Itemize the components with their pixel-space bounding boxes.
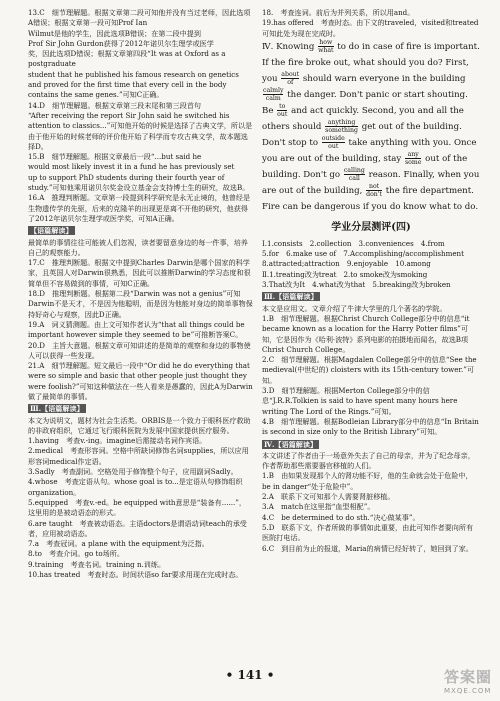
answer-line: 15.B 细节理解题。根据文章最后一段“...but said he [28, 152, 202, 162]
cloze-text: out of the building. Don't go [262, 153, 468, 180]
cloze-choice: $\frac{\text{about}}{of}$ [281, 70, 300, 86]
cloze-choice: $\frac{\text{anything}}{\text{something}}$ [325, 118, 358, 134]
answer-line: Ⅰ.1.consists 2.collection 3.conveniences 4.from [262, 238, 445, 248]
answer-line: 6.C 到目前为止的报道，Maria的病情已经好转了，她回到了家。 [262, 543, 473, 553]
cloze-choice: $\frac{\text{not}}{\text{don't}}$ [366, 182, 382, 198]
answer-line: 1.having 考查v.-ing。imagine后需接动名词作宾语。 [28, 436, 207, 446]
answer-line: 3.D 细节理解题。根据Merton College部分中的信息“J.R.R.Tolkien is said to have spent many hours here writing The Lord of the Rings.”可知。 [262, 386, 458, 416]
answer-line: 20.D 主旨大意题。根据文章可知讲述的是简单的观察和身边的事物使人可以获得一些发现。 [28, 340, 251, 360]
answer-line: 1.B 由如果发现那个人的肾功能不好，他的生命就会处于危险中，be in danger“处于危险中”。 [262, 471, 473, 491]
answer-line: study.”可知他乘用诺贝尔奖金设立基金会支持博士生的研究，故选B。 [28, 183, 250, 193]
answer-line: 4.B 细节理解题。根据Bodleian Library部分中的信息“In Britain is second in size only to the British Library”可知。 [262, 416, 479, 437]
answer-line: 18.D 推理判断题。根据第二段“Darwin was not a genius”可知Darwin不是天才，不是因为他聪明，而是因为他能对身边的简单事物保持好奇心与观察，因此D正确。 [28, 289, 253, 319]
passage-analysis-text-2: 本文为说明文，题材为社会生活类。ORBIS是一个致力于眼科医疗救助的非政府组织，它通过飞行眼科医院为发展中国家提供医疗服务。 [28, 415, 251, 435]
answer-line: attention to classics...”可知他开始的时候是选择了古典文学，所以是由于他开始的时候老师的评价他开始了科学而专攻古典文学，故本题选择D。 [28, 121, 253, 151]
cloze-choice: $\frac{to}{\text{out}}$ [277, 102, 288, 118]
answer-explanations-part2 [28, 258, 253, 402]
answer-line: 17.C 推理判断题。根据文中提到Charles Darwin是哪个国家的科学家，且英国人对Darwin很熟悉，因此可以推断Darwin的学习态度和很简单但不容易做到的事情，可知C正确。 [28, 258, 251, 288]
answer-line: 9.training 考查名词。training n.训练。 [28, 559, 166, 569]
answer-line: 6.are taught 考查被动语态。主语doctors是谓语动词teach的承受者，应用被动语态。 [28, 518, 247, 538]
answer-line: and proved for the first time that every cell in the body [28, 80, 227, 90]
choice-how-what: $\frac{\text{how}}{\text{what}}$ [318, 38, 334, 54]
passage-analysis-heading: 【语篇解读】 [30, 226, 73, 236]
answer-line: 5.D 联系下文，作者所做的事情如此重要，由此可知作者要向所有医院打电话。 [262, 522, 474, 543]
cloze-choice: $\frac{\text{outside}}{\text{out}}$ [321, 134, 345, 150]
answer-line: 16.A 推理判断题。文章第一段提到科学研究是永无止境的，他曾经是生物遗传学的先驱，后来的克隆羊的出现更是离不开他的研究，他获得了2012年诺贝尔生理学或医学奖，可知A正确。 [28, 193, 251, 223]
cloze-text: and act quickly. Second, you and all the others should [262, 105, 464, 132]
answer-line: Prof Sir John Gurdon获得了2012年诺贝尔生理学或医学 [28, 38, 214, 48]
cloze-choice: $\frac{\text{any}}{\text{some}}$ [405, 150, 422, 166]
passage-analysis-text-3: 本文是应用文。文章介绍了牛津大学里的几个著名的学院。 [262, 303, 447, 313]
answers-block [262, 239, 480, 290]
answer-explanations-top [262, 8, 480, 39]
passage-analysis-heading-4: Ⅳ.【语篇解读】 [264, 439, 318, 449]
detail-questions [262, 314, 480, 438]
answer-line: 1.B 细节理解题。根据Christ Church College部分中的信息“it became known as a location for the Harry Potter films”可知，它是因作为《哈利·波特》系列电影的拍摄地而闻名，故选B项Christ Church College。 [262, 313, 470, 354]
answer-line: would most likely invest it in a fund he has previously set [28, 162, 235, 172]
answer-line: “After receiving the report Sir John said he switched his [28, 110, 230, 120]
answer-line: 18. 考查连词。前后为并列关系，所以用and。 [262, 8, 415, 17]
answer-line: 2.C 细节理解题。根据Magdalen College部分中的信息“See the medieval(中世纪的) cloisters with its 15th-century tower.”可知。 [262, 355, 477, 385]
answer-line: 19.has offered 考查时态。由下文的traveled，visited和treated可知此处为现在完成时。 [262, 18, 479, 38]
watermark-logo: 答案圈 MXQE.COM [443, 668, 492, 695]
cloze-choice: $\frac{\text{calling}}{\text{call}}$ [343, 166, 365, 182]
answer-line: up to support PhD students during their fourth year of [28, 172, 225, 182]
answer-line: 5.equipped 考查v.-ed。be equipped with意思是“装备有......”，这里用的是被动语态的形式。 [28, 497, 246, 518]
answer-line: 2.medical 考查形容词。空格中所缺词修饰名词supplies，所以应用形容词medical作定语。 [28, 446, 249, 466]
cloze-choice: $\frac{\text{calmly}}{\text{calm}}$ [263, 86, 284, 102]
answer-line: Wilmut是他的学生，因此选项B错误；在第二段中提到 [28, 28, 201, 38]
answer-line: 3.A match在这里指“血型相配”。 [262, 502, 375, 512]
answer-line: 8.to 考查介词。go to场所。 [28, 549, 124, 559]
passage-analysis-text: 最简单的事情往往可能被人们忽视，读者要留意身边的每一件事，培养自己的观察能力。 [28, 237, 248, 257]
word-knowing: Knowing [276, 41, 315, 52]
cloze-body [262, 42, 480, 212]
passage-analysis-heading-3: Ⅲ.【语篇解读】 [264, 292, 318, 302]
cloze-text: get out of the building. Don't stop to [262, 121, 462, 148]
section-title: 学业分层测评(四) [331, 221, 411, 233]
cloze-text: reason. Finally, when you are out of the building, [262, 169, 480, 196]
cloze-text: should warn everyone in the building [300, 73, 466, 84]
cloze-text: take anything with you. Once you are out of the building, stay [262, 137, 477, 164]
answer-line: contains the same genes.”可知C正确。 [28, 90, 164, 100]
cloze-text: know what to do. [403, 201, 479, 212]
right-column [262, 8, 480, 554]
passage-analysis-heading-2: Ⅲ.【语篇解读】 [30, 404, 84, 414]
cloze-text: to do in case of fire is important. If the fire broke out, what should you do? First, you [262, 41, 480, 84]
answer-line: 19.A 词义猜测题。由上文可知作者认为“that all things could be important however simple they seemed to be”可推断答案C。 [28, 319, 245, 340]
answer-line: 2.A 联系下文可知那个人需要肾脏移植。 [262, 492, 395, 502]
answer-line: 7.a 考查冠词。a plane with the equipment为泛指。 [28, 539, 209, 549]
passage-analysis-text-4: 本文讲述了作者由于一场意外失去了自己的母亲，并为了纪念母亲，作者帮助那些需要器官移植的人们。 [262, 450, 475, 471]
cloze-passage [262, 39, 480, 215]
answer-line: 10.has treated 考查时态。时间状语so far要求用现在完成时态。 [28, 570, 243, 580]
cloze-text: the fire department. Fire can be dangerous if you do [262, 185, 474, 212]
answer-line: 奖，因此选项D错误；根据文章第四段“It was at Oxford as a postgraduate [28, 49, 226, 69]
page-number: • 141 • [225, 668, 275, 682]
answer-line: 3.Sadly 考查副词。空格处用于修饰整个句子，应用副词Sadly。 [28, 467, 238, 477]
answer-line: Ⅱ.1.treating改为treat 2.to smoke改为smoking [262, 269, 428, 279]
answer-explanations-part3 [28, 436, 253, 580]
left-column [28, 8, 253, 580]
cloze-answers [262, 471, 480, 553]
answer-line: 5.for 6.make use of 7.Accomplishing/accomplishment 8.attracted;attraction 9.enjoyable 10.among [262, 249, 472, 269]
answer-line: 3.That改为It 4.what改为that 5.breaking改为broken [262, 280, 451, 290]
answer-line: 4.C be determined to do sth.“决心做某事”。 [262, 512, 420, 522]
answer-line: 14.D 细节理解题。根据文章第三段末尾和第三段首句 [28, 100, 202, 110]
answer-explanations-part1 [28, 8, 253, 224]
answer-line: 13.C 细节理解题。根据文章第二段可知他并没有当过老师，因此选项A错误；根据文章第一段可知Prof Ian [28, 8, 251, 28]
section-label-iv: Ⅳ. [262, 41, 274, 52]
answer-line: student that he published his famous research on genetics [28, 69, 239, 79]
answer-line: 21.A 细节理解题。短文最后一段中“Or did he do everything that were so simple and basic that other people just thought they were foolish?”可知这种做法在一些人看来是愚蠢的，因此A为Darwin做了最简单的事情。 [28, 361, 253, 401]
answer-line: 4.whose 考查定语从句。whose goal is to...是定语从句修饰组织organization。 [28, 477, 243, 497]
cloze-text: the danger. Don't panic or start shouting. Be [262, 89, 468, 116]
